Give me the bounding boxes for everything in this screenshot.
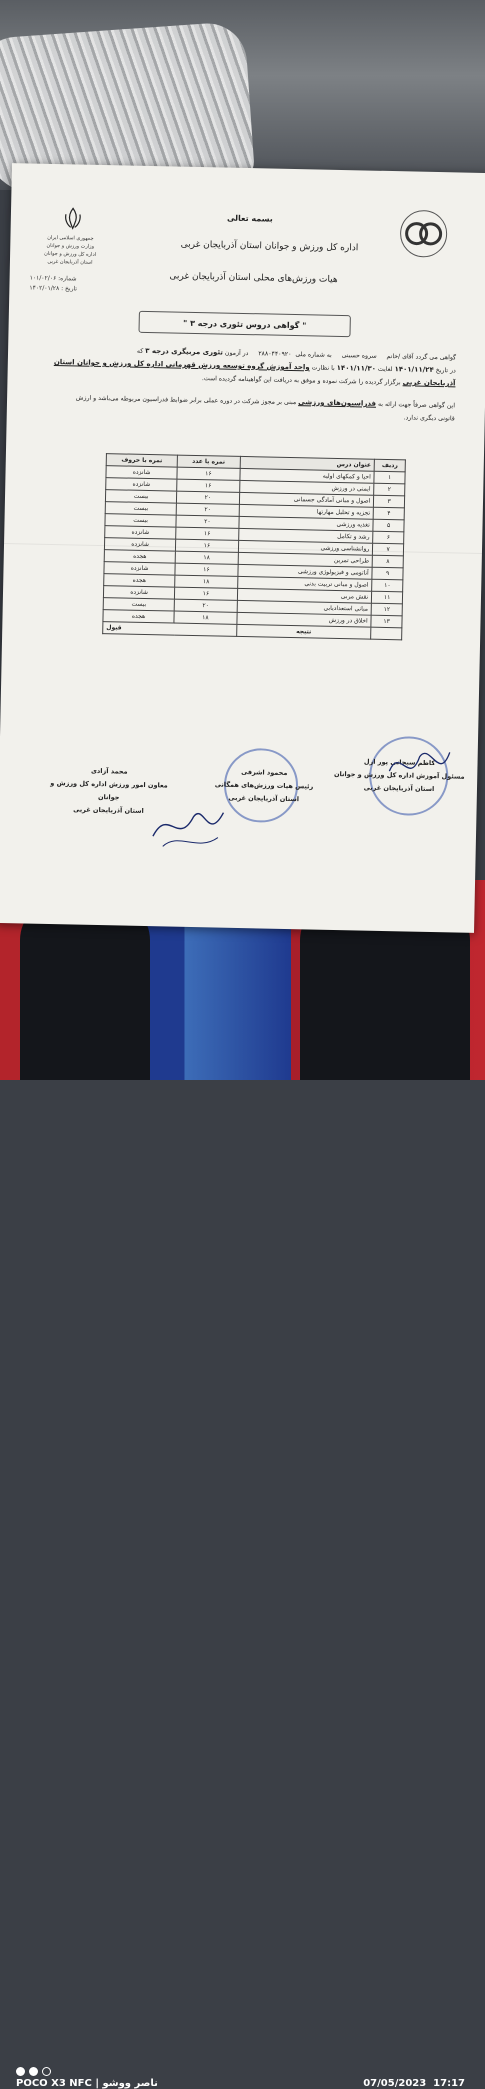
table-cell-title: مبانی استعدادیابی: [237, 600, 372, 615]
table-cell-title: اخلاق در ورزش: [237, 612, 372, 627]
result-label: نتیجه: [236, 624, 371, 639]
text: مبنی بر مجوز شرکت در دوره عملی برابر ضوابط فدراسیون مربوطه می‌باشد و ارزش: [75, 394, 297, 407]
body-paragraph-5: قانونی دیگری ندارد.: [403, 414, 455, 423]
table-cell-idx: ۱۲: [371, 603, 402, 616]
table-cell-word: شانزده: [105, 526, 176, 539]
table-cell-word: بیست: [105, 490, 176, 503]
table-cell-num: ۱۸: [175, 575, 238, 588]
text: برگزار گردیده را شرکت نموده و موفق به دریافت این گواهینامه گردیده است.: [201, 375, 401, 387]
table-cell-num: ۲۰: [174, 599, 237, 612]
table-cell-num: ۱۸: [175, 551, 238, 564]
signer-role: مسئول آموزش اداره کل ورزش و جوانان: [333, 769, 465, 781]
table-cell-title: تجزیه و تحلیل مهارتها: [239, 504, 374, 519]
table-cell-word: بیست: [105, 502, 176, 515]
table-cell-word: هجده: [103, 610, 174, 623]
table-cell: [371, 627, 402, 640]
government-header: [30, 233, 111, 267]
table-cell-num: ۱۸: [174, 611, 237, 624]
handwritten-signature-right-icon: [384, 741, 455, 792]
dot-icon: [42, 2067, 51, 2076]
table-cell-num: ۱۶: [177, 467, 240, 480]
signer-province: استان آذربایجان غربی: [73, 805, 144, 815]
table-cell-idx: ۱۳: [371, 615, 402, 628]
watermark-datetime: [363, 2078, 465, 2089]
table-cell-idx: ۷: [373, 543, 404, 556]
table-cell-title: آناتومی و فیزیولوژی ورزشی: [238, 564, 373, 579]
table-cell-num: ۱۶: [177, 479, 240, 492]
camera-watermark: [0, 1028, 485, 2089]
header-word: نمره با حروف: [106, 454, 177, 467]
result-value: قبول: [103, 622, 237, 637]
watermark-time: 17:17: [433, 2078, 465, 2089]
handwritten-signature-left-icon: [148, 796, 229, 858]
table-cell-word: شانزده: [103, 586, 174, 599]
table-cell-idx: ۳: [374, 495, 405, 508]
table-cell-title: نقش مربی: [237, 588, 372, 603]
table-cell-num: ۲۰: [176, 503, 239, 516]
text: در تاریخ: [435, 366, 456, 375]
table-cell-idx: ۱۱: [372, 591, 403, 604]
table-cell-idx: ۴: [373, 507, 404, 520]
bismillah: بسمه تعالی: [226, 213, 273, 224]
table-cell-idx: ۶: [373, 531, 404, 544]
start-date: ۱۴۰۱/۱۱/۲۴: [394, 365, 434, 374]
signer-role: معاون امور ورزش اداره کل ورزش و جوانان: [50, 779, 168, 802]
signer-name: کاظم سبحانی پور ازل: [363, 757, 436, 768]
document-meta: [29, 273, 139, 295]
table-cell-num: ۱۶: [176, 527, 239, 540]
dot-icon: [29, 2067, 38, 2076]
device-name: POCO X3 NFC: [16, 2078, 92, 2089]
table-cell-word: بیست: [103, 598, 174, 611]
text: به شماره ملی: [295, 351, 332, 359]
signer-province: استان آذربایجان غربی: [363, 783, 435, 794]
header-title: عنوان درس: [240, 456, 375, 471]
table-cell-idx: ۹: [372, 567, 403, 580]
table-cell-num: ۱۶: [175, 563, 238, 576]
watermark-device: [16, 2078, 158, 2089]
gov-line: جمهوری اسلامی ایران: [47, 234, 94, 242]
header-num: نمره با عدد: [177, 455, 240, 468]
table-cell-title: اصول و مبانی آمادگی جسمانی: [239, 492, 374, 507]
text: گواهی می گردد آقای /خانم: [386, 352, 457, 362]
recipient-name: سروه حسینی: [341, 352, 377, 360]
table-cell-title: طراحی تمرین: [238, 552, 373, 567]
supervising-unit: واحد آموزش گروه توسعه ورزش قهرمانی اداره کل ورزش و جوانان استان: [53, 357, 310, 372]
certificate-title: " گواهی دروس تئوری درجه ۳ ": [138, 311, 350, 337]
text: در آزمون: [224, 349, 249, 358]
table-cell-word: شانزده: [106, 478, 177, 491]
course-name: تئوری مربیگری درجه ۳: [145, 346, 224, 357]
text: این گواهی صرفاً جهت ارائه به: [377, 400, 456, 410]
table-cell-idx: ۸: [372, 555, 403, 568]
national-id: ۲۸۸۰۴۴۰۹۲۰: [258, 350, 292, 358]
table-cell-title: احیا و کمکهای اولیه: [240, 468, 375, 483]
table-cell-num: ۲۰: [177, 491, 240, 504]
table-cell-word: بیست: [105, 514, 176, 527]
signer-role: رئیس هیات ورزش‌های همگانی: [214, 780, 314, 791]
text: لغایت: [377, 365, 393, 374]
certificate-document: [0, 163, 485, 933]
gov-line: استان آذربایجان غربی: [47, 258, 93, 266]
table-cell-word: شانزده: [104, 538, 175, 551]
gov-line: وزارت ورزش و جوانان: [46, 242, 95, 250]
table-cell-idx: ۲: [374, 483, 405, 496]
text: با نظارت: [311, 364, 335, 372]
table-cell-title: رشد و تکامل: [238, 528, 373, 543]
end-date: ۱۴۰۱/۱۱/۳۰: [336, 363, 377, 373]
table-cell-title: تغذیه ورزشی: [239, 516, 374, 531]
table-cell-title: روانشناسی ورزشی: [238, 540, 373, 555]
table-cell-word: شانزده: [104, 562, 175, 575]
owner-name: ناصر ووشو: [102, 2078, 158, 2089]
document-date: تاریخ : ۱۴۰۲/۰۱/۲۸: [29, 284, 78, 293]
signer-province: استان آذربایجان غربی: [228, 793, 300, 804]
iran-emblem-icon: [61, 206, 85, 230]
table-cell-word: هجده: [104, 574, 175, 587]
table-cell-idx: ۵: [373, 519, 404, 532]
org-line-1: اداره کل ورزش و جوانان استان آذربایجان غربی: [180, 239, 359, 254]
document-number: شماره: ۱۰۱/۰۲/۰۶: [29, 274, 77, 283]
federations: فدراسیون‌های ورزشی: [298, 398, 377, 408]
table-cell-num: ۱۶: [175, 539, 238, 552]
table-cell-title: ایمنی در ورزش: [239, 480, 374, 495]
org-line-2: هیات ورزش‌های محلی استان آذربایجان غربی: [169, 271, 338, 285]
federation-logo-icon: [398, 208, 449, 259]
table-cell-idx: ۱۰: [372, 579, 403, 592]
table-cell-idx: ۱: [374, 471, 405, 484]
signer-name: محمد آزادی: [90, 766, 128, 776]
text: که: [136, 347, 144, 355]
table-cell-word: شانزده: [106, 466, 177, 479]
signer-name: محمود اشرفی: [241, 768, 288, 777]
watermark-date: 07/05/2023: [363, 2078, 427, 2089]
table-cell-num: ۲۰: [176, 515, 239, 528]
province: آذربایجان غربی: [402, 378, 456, 388]
grades-table: [102, 453, 406, 640]
table-cell-num: ۱۶: [174, 587, 237, 600]
dot-icon: [16, 2067, 25, 2076]
table-cell-title: اصول و مبانی تربیت بدنی: [237, 576, 372, 591]
logo-caption: ​: [422, 261, 423, 267]
signature-middle: [199, 765, 330, 807]
gov-line: اداره کل ورزش و جوانان: [44, 250, 97, 258]
separator: |: [95, 2078, 99, 2089]
table-cell-word: هجده: [104, 550, 175, 563]
header-idx: ردیف: [374, 459, 405, 472]
